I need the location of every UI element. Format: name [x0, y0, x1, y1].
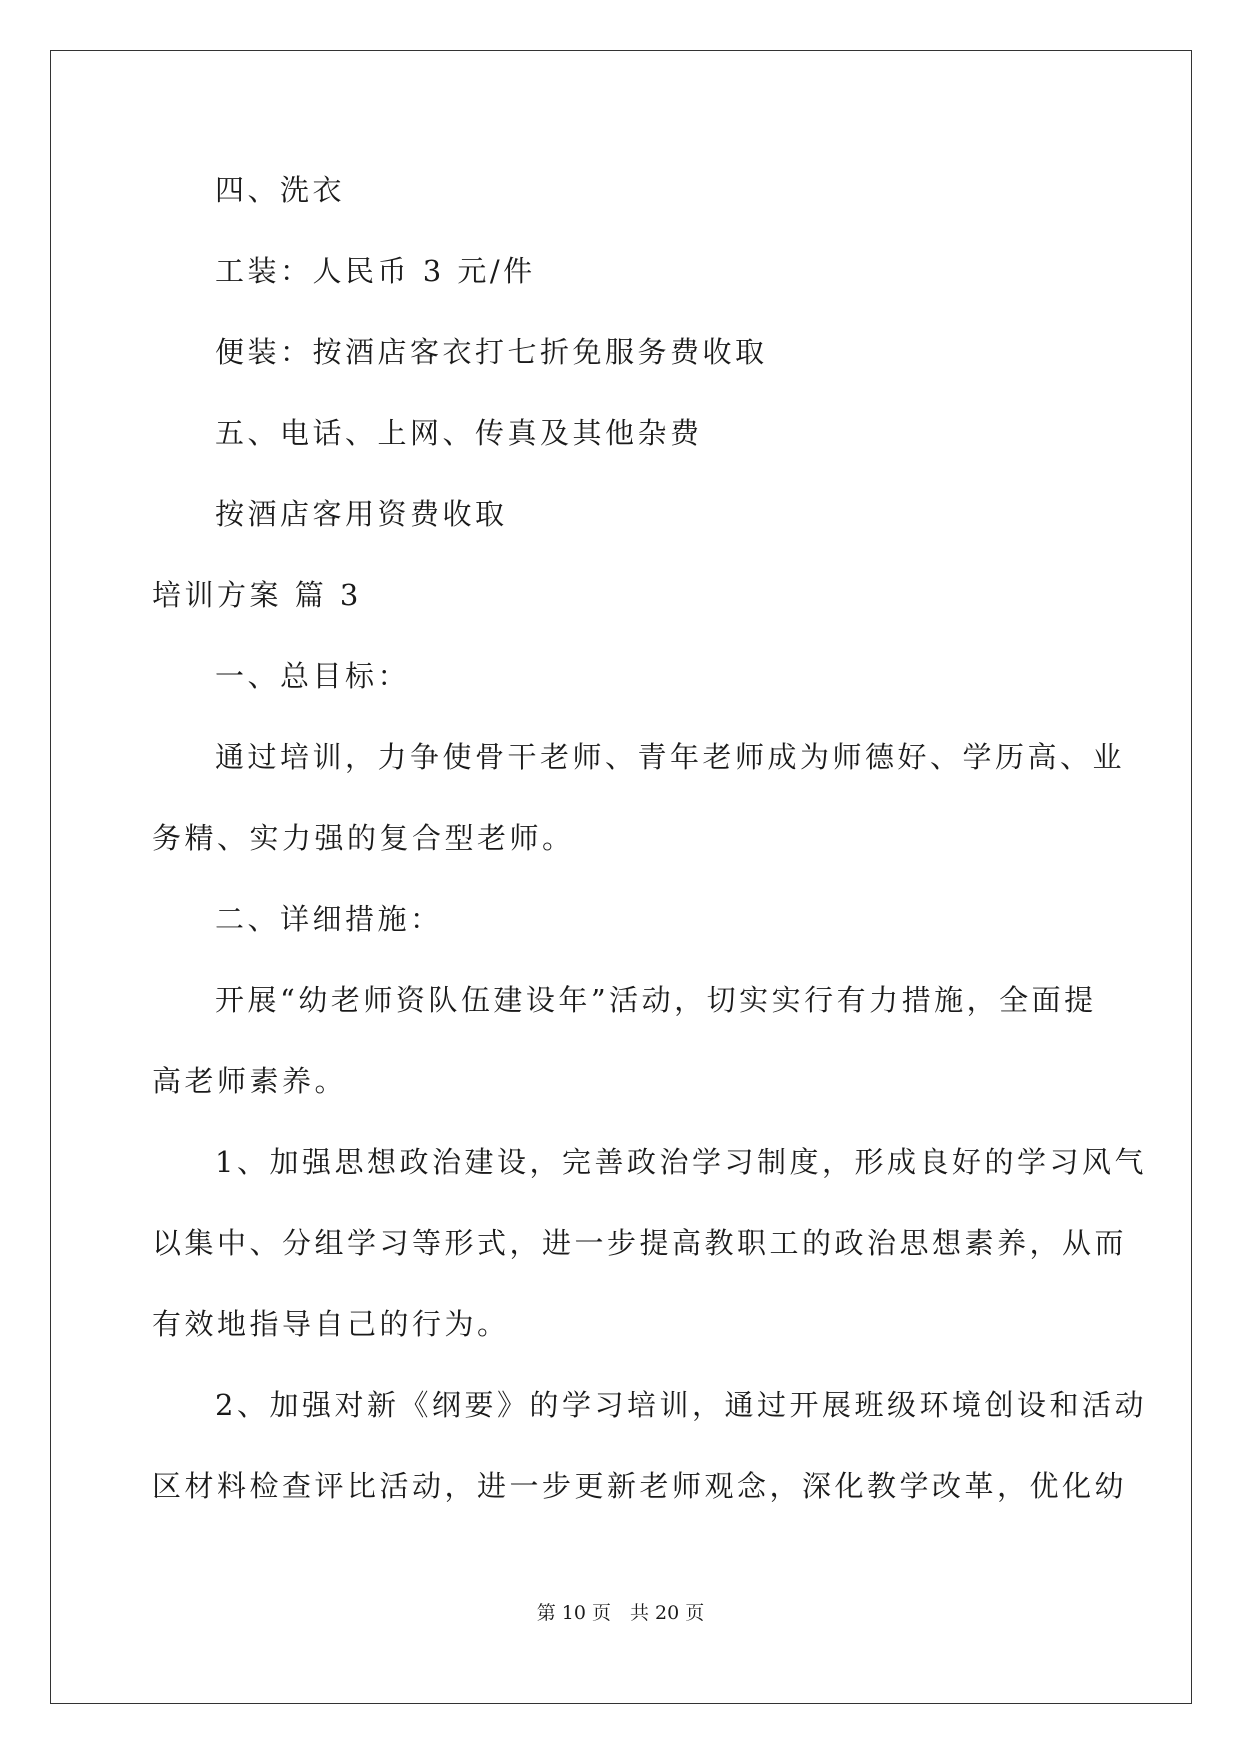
paragraph-line: 区材料检查评比活动，进一步更新老师观念，深化教学改革，优化幼	[152, 1469, 1128, 1503]
paragraph-line: 通过培训，力争使骨干老师、青年老师成为师德好、学历高、业	[215, 740, 1126, 774]
article-title: 培训方案 篇 3	[152, 578, 362, 612]
section-heading-laundry: 四、洗衣	[215, 173, 346, 207]
paragraph-line: 开展“幼老师资队伍建设年”活动，切实实行有力措施，全面提	[215, 983, 1097, 1017]
page-number: 第 10 页 共 20 页	[536, 1602, 705, 1624]
paragraph-line: 1、加强思想政治建设，完善政治学习制度，形成良好的学习风气	[215, 1145, 1147, 1179]
paragraph-line: 高老师素养。	[152, 1064, 348, 1098]
paragraph-line: 有效地指导自己的行为。	[152, 1307, 510, 1341]
section-heading-goal: 一、总目标：	[215, 659, 411, 693]
text-line: 便装：按酒店客衣打七折免服务费收取	[215, 335, 768, 369]
page-border	[50, 50, 1192, 1704]
paragraph-line: 以集中、分组学习等形式，进一步提高教职工的政治思想素养，从而	[152, 1226, 1128, 1260]
section-heading-measures: 二、详细措施：	[215, 902, 443, 936]
text-line: 工装：人民币 3 元/件	[215, 254, 536, 288]
paragraph-line: 2、加强对新《纲要》的学习培训，通过开展班级环境创设和活动	[215, 1388, 1147, 1422]
text-line: 按酒店客用资费收取	[215, 497, 508, 531]
paragraph-line: 务精、实力强的复合型老师。	[152, 821, 575, 855]
section-heading-phone: 五、电话、上网、传真及其他杂费	[215, 416, 703, 450]
